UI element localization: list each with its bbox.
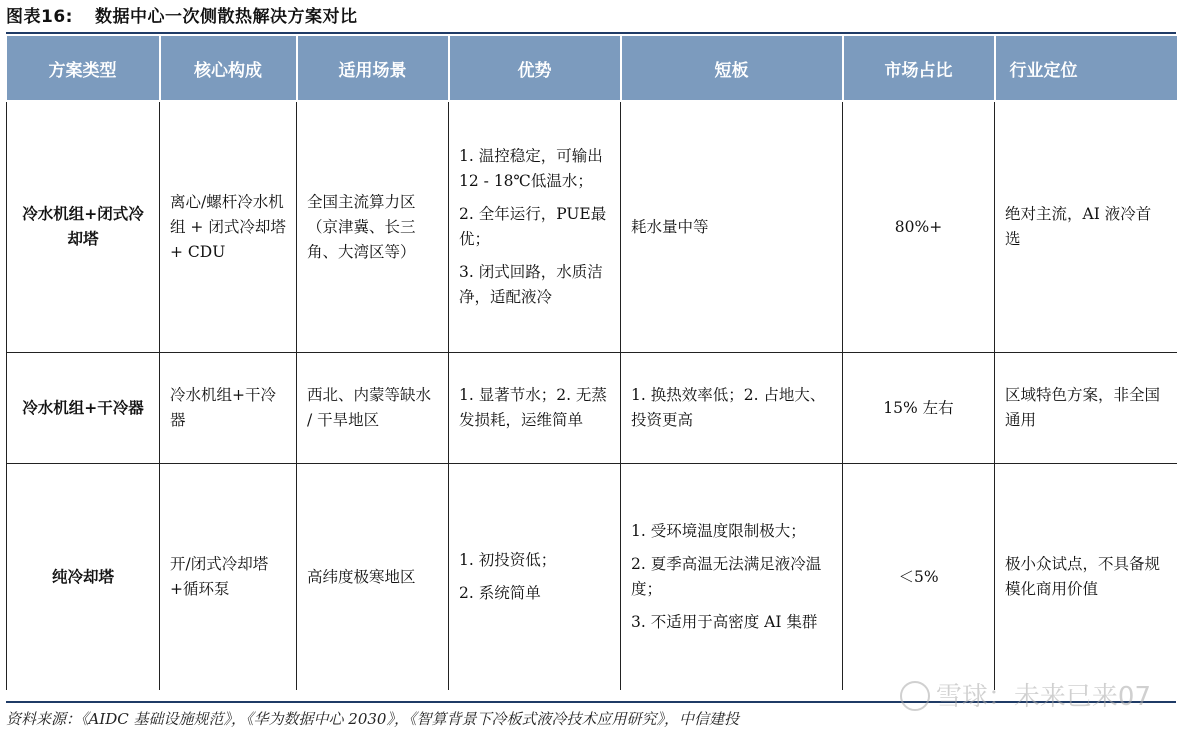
source-note: 资料来源：《AIDC 基础设施规范》，《华为数据中心 2030》，《智算背景下冷板式液冷技术应用研究》，中信建投 — [6, 710, 739, 728]
header-cell: 优势 — [449, 36, 621, 100]
shortcoming-item: 1. 换热效率低；2. 占地大、投资更高 — [631, 386, 826, 429]
comparison-table — [6, 36, 1177, 690]
composition-cell: 开/闭式冷却塔+循环泵 — [160, 464, 297, 691]
advantage-item: 1. 显著节水；2. 无蒸发损耗，运维简单 — [459, 386, 607, 429]
advantage-item: 1. 温控稳定，可输出 12 - 18℃低温水； — [459, 147, 603, 190]
watermark — [900, 676, 1151, 713]
figure-caption: 数据中心一次侧散热解决方案对比 — [94, 7, 358, 27]
table-row — [7, 102, 1177, 353]
header-cell: 适用场景 — [297, 36, 449, 100]
shortcomings-cell — [621, 102, 843, 353]
shortcoming-item: 2. 夏季高温无法满足液冷温度； — [631, 555, 822, 598]
shortcoming-item: 3. 不适用于高密度 AI 集群 — [631, 613, 818, 631]
scheme-type-cell: 冷水机组+闭式冷却塔 — [7, 102, 160, 353]
advantages-cell — [449, 353, 621, 464]
header-cell: 行业定位 — [995, 36, 1177, 100]
market-share-cell: 80%+ — [843, 102, 995, 353]
positioning-cell: 绝对主流，AI 液冷首选 — [995, 102, 1177, 353]
shortcoming-item: 耗水量中等 — [631, 217, 709, 236]
advantage-item: 3. 闭式回路，水质洁净，适配液冷 — [459, 263, 603, 306]
scheme-type-cell: 纯冷却塔 — [7, 464, 160, 691]
table-row — [7, 464, 1177, 691]
table-header-row — [7, 36, 1177, 100]
watermark-text: 雪球：未来已来07 — [935, 682, 1151, 712]
positioning-cell: 区域特色方案，非全国通用 — [995, 353, 1177, 464]
advantage-item: 2. 系统简单 — [459, 584, 541, 602]
market-share-cell: 15% 左右 — [843, 353, 995, 464]
header-cell: 方案类型 — [7, 36, 160, 100]
composition-cell: 冷水机组+干冷器 — [160, 353, 297, 464]
shortcoming-item: 1. 受环境温度限制极大； — [631, 522, 806, 540]
scenario-cell: 西北、内蒙等缺水 / 干旱地区 — [297, 353, 449, 464]
header-cell: 市场占比 — [843, 36, 995, 100]
advantage-item: 2. 全年运行，PUE最优； — [459, 205, 607, 248]
advantages-cell — [449, 102, 621, 353]
header-cell: 核心构成 — [160, 36, 297, 100]
table-row — [7, 353, 1177, 464]
top-rule — [6, 32, 1176, 34]
shortcomings-cell — [621, 464, 843, 691]
market-share-cell: ＜5% — [843, 464, 995, 691]
header-cell: 短板 — [621, 36, 843, 100]
advantage-item: 1. 初投资低； — [459, 551, 557, 569]
scenario-cell: 全国主流算力区（京津冀、长三角、大湾区等） — [297, 102, 449, 353]
positioning-cell: 极小众试点，不具备规模化商用价值 — [1005, 555, 1161, 598]
figure-label: 图表16: — [6, 7, 73, 27]
shortcomings-cell — [621, 353, 843, 464]
figure-title — [6, 4, 357, 30]
composition-cell: 离心/螺杆冷水机组 + 闭式冷却塔 + CDU — [160, 102, 297, 353]
scenario-cell: 高纬度极寒地区 — [297, 464, 449, 691]
advantages-cell — [449, 464, 621, 691]
scheme-type-cell: 冷水机组+干冷器 — [7, 353, 160, 464]
snowball-logo-icon — [900, 681, 930, 711]
